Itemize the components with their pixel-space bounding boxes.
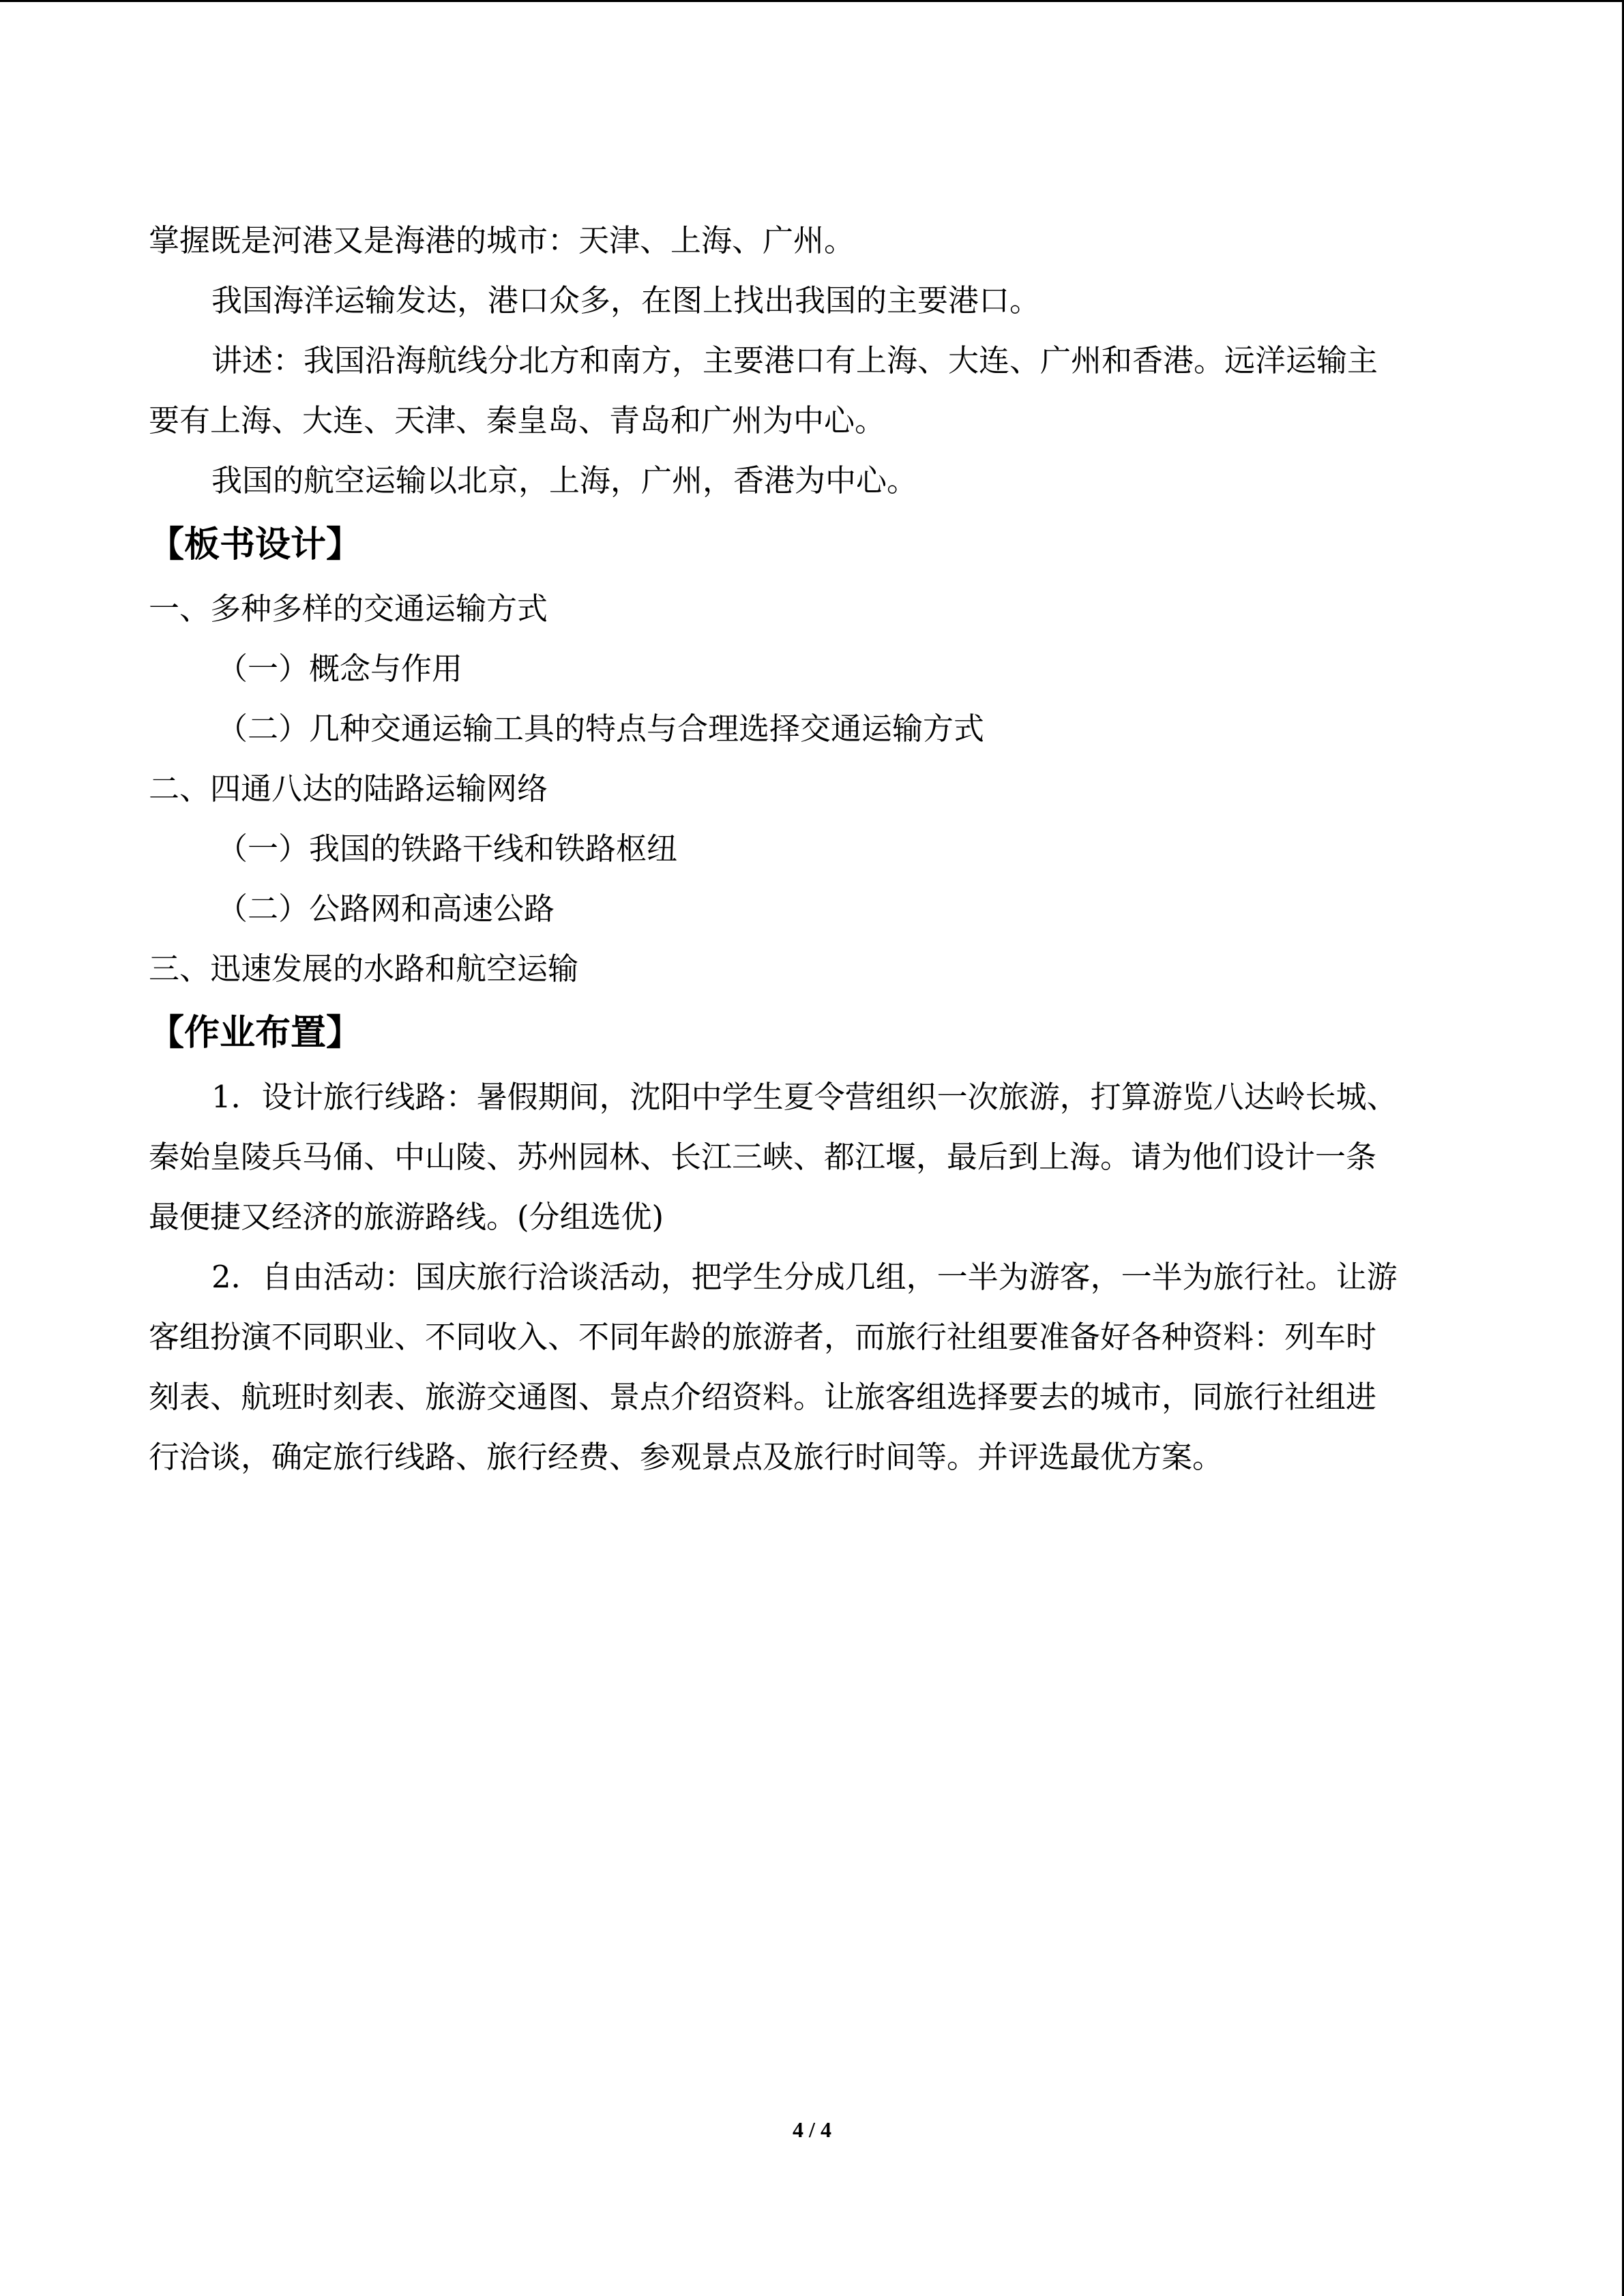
homework-item-2-line-1: 2．自由活动：国庆旅行洽谈活动，把学生分成几组，一半为游客，一半为旅行社。让游 (211, 1259, 1398, 1295)
board-item-2-1: （一）我国的铁路干线和铁路枢纽 (217, 831, 678, 867)
intro-paragraph-2: 我国海洋运输发达，港口众多，在图上找出我国的主要港口。 (211, 282, 1041, 318)
intro-paragraph-1: 掌握既是河港又是海港的城市：天津、上海、广州。 (149, 222, 855, 258)
board-item-2: 二、四通八达的陆路运输网络 (149, 771, 548, 807)
homework-item-2-line-3: 刻表、航班时刻表、旅游交通图、景点介绍资料。让旅客组选择要去的城市，同旅行社组进 (149, 1379, 1377, 1415)
homework-item-1-line-3: 最便捷又经济的旅游路线。(分组选优) (149, 1199, 664, 1235)
board-item-2-2: （二）公路网和高速公路 (217, 891, 555, 927)
homework-item-2-line-4: 行洽谈，确定旅行线路、旅行经费、参观景点及旅行时间等。并评选最优方案。 (149, 1439, 1224, 1475)
board-item-1-1: （一）概念与作用 (217, 651, 463, 687)
homework-heading: 【作业布置】 (149, 1013, 362, 1054)
intro-paragraph-4: 我国的航空运输以北京，上海，广州，香港为中心。 (211, 462, 918, 498)
intro-paragraph-3-line-2: 要有上海、大连、天津、秦皇岛、青岛和广州为中心。 (149, 402, 886, 438)
homework-item-1-line-1: 1．设计旅行线路：暑假期间，沈阳中学生夏令营组织一次旅游，打算游览八达岭长城、 (211, 1079, 1398, 1115)
page-content (149, 211, 1479, 1487)
board-design-heading: 【板书设计】 (149, 524, 362, 565)
board-item-1-2: （二）几种交通运输工具的特点与合理选择交通运输方式 (217, 711, 985, 747)
board-item-3: 三、迅速发展的水路和航空运输 (149, 951, 579, 987)
intro-paragraph-3-line-1: 讲述：我国沿海航线分北方和南方，主要港口有上海、大连、广州和香港。远洋运输主 (211, 342, 1378, 378)
homework-item-2-line-2: 客组扮演不同职业、不同收入、不同年龄的旅游者，而旅行社组要准备好各种资料：列车时 (149, 1319, 1377, 1355)
homework-item-1-line-2: 秦始皇陵兵马俑、中山陵、苏州园林、长江三峡、都江堰，最后到上海。请为他们设计一条 (149, 1139, 1377, 1175)
page-number: 4 / 4 (793, 2117, 831, 2142)
board-item-1: 一、多种多样的交通运输方式 (149, 591, 548, 627)
